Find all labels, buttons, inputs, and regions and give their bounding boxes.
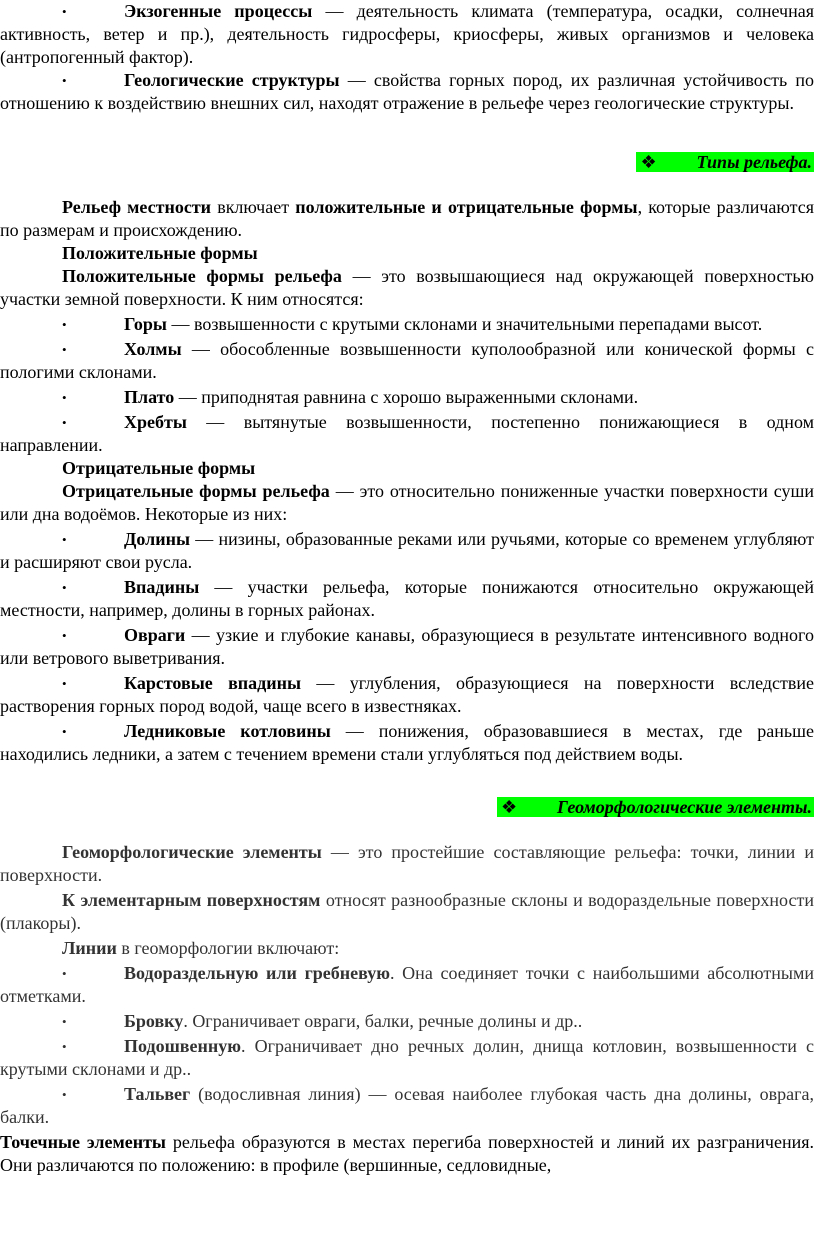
bullet-icon: • bbox=[62, 342, 67, 357]
section-heading bbox=[0, 151, 814, 174]
paragraph bbox=[0, 889, 814, 935]
item-text: . Ограничивает овраги, балки, речные долины и др.. bbox=[183, 1011, 583, 1031]
item-text: — свойства горных пород, их различная устойчивость по отношению к воздействию внешних сил, находят отражение в рельефе через геологические структуры. bbox=[0, 70, 814, 113]
item-text: . Ограничивает дно речных долин, днища котловин, возвышенности с крутыми склонами и др.. bbox=[0, 1036, 814, 1079]
section-title: Типы рельефа. bbox=[696, 152, 812, 172]
term: Карстовые впадины bbox=[124, 673, 302, 693]
item-text: — узкие и глубокие канавы, образующиеся в результате интенсивного водного или ветрового выветривания. bbox=[0, 625, 814, 668]
item-text: — обособленные возвышенности куполообразной или конической формы с пологими склонами. bbox=[0, 339, 814, 382]
item-text: — участки рельефа, которые понижаются относительно окружающей местности, например, долины в горных районах. bbox=[0, 577, 814, 620]
section-title: Геоморфологические элементы. bbox=[557, 797, 812, 817]
term: Геоморфологические элементы bbox=[62, 842, 322, 862]
bullet-icon: • bbox=[62, 390, 67, 405]
list-item bbox=[0, 1010, 814, 1033]
item-text: — понижения, образовавшиеся в местах, где раньше находились ледники, а затем с течением времени стали углубляться под действием воды. bbox=[0, 721, 814, 764]
paragraph bbox=[0, 937, 814, 960]
bullet-icon: • bbox=[62, 532, 67, 547]
text: относят разнообразные склоны и водораздельные поверхности (плакоры). bbox=[0, 890, 814, 933]
term: Рельеф местности bbox=[62, 197, 212, 217]
paragraph bbox=[0, 841, 814, 887]
term: Линии bbox=[62, 938, 117, 958]
term: Водораздельную или гребневую bbox=[124, 963, 390, 983]
item-text: — приподнятая равнина с хорошо выраженными склонами. bbox=[174, 387, 639, 407]
list-item bbox=[0, 1083, 814, 1129]
list-item bbox=[0, 313, 814, 336]
paragraph bbox=[0, 480, 814, 526]
list-item bbox=[0, 624, 814, 670]
term: Ледниковые котловины bbox=[124, 721, 331, 741]
list-item bbox=[0, 69, 814, 115]
list-item bbox=[0, 0, 814, 69]
paragraph bbox=[0, 1131, 814, 1177]
term: Тальвег bbox=[124, 1084, 191, 1104]
term: К элементарным поверхностям bbox=[62, 890, 321, 910]
term: Отрицательные формы рельефа bbox=[62, 481, 330, 501]
text: , которые различаются по размерам и происхождению. bbox=[0, 197, 814, 240]
list-item bbox=[0, 720, 814, 766]
text: — это относительно пониженные участки поверхности суши или дна водоёмов. Некоторые из них: bbox=[0, 481, 814, 524]
term: Экзогенные процессы bbox=[124, 1, 313, 21]
bullet-icon: • bbox=[62, 628, 67, 643]
bullet-icon: • bbox=[62, 4, 67, 19]
item-text: (водосливная линия) — осевая наиболее глубокая часть дна долины, оврага, балки. bbox=[0, 1084, 814, 1127]
term: Плато bbox=[124, 387, 175, 407]
bullet-icon: • bbox=[62, 724, 67, 739]
item-text: — деятельность климата (температура, осадки, солнечная активность, ветер и пр.), деятельность гидросферы, криосферы, живых организмов и человека (антропогенный фактор). bbox=[0, 1, 814, 67]
list-item bbox=[0, 1035, 814, 1081]
text: — это возвышающиеся над окружающей поверхностью участки земной поверхности. К ним относятся: bbox=[0, 266, 814, 309]
term: Впадины bbox=[124, 577, 200, 597]
term: положительные и отрицательные формы bbox=[295, 197, 638, 217]
spacer bbox=[0, 766, 814, 796]
section-body bbox=[0, 841, 814, 1129]
subheading: Отрицательные формы bbox=[62, 458, 256, 478]
bullet-icon: • bbox=[62, 966, 67, 981]
paragraph bbox=[0, 196, 814, 242]
bullet-icon: • bbox=[62, 580, 67, 595]
list-item bbox=[0, 672, 814, 718]
list-item bbox=[0, 576, 814, 622]
spacer bbox=[0, 819, 814, 841]
text: в геоморфологии включают: bbox=[116, 938, 340, 958]
item-text: — вытянутые возвышенности, постепенно понижающиеся в одном направлении. bbox=[0, 412, 814, 455]
term: Холмы bbox=[124, 339, 182, 359]
term: Точечные элементы bbox=[0, 1132, 166, 1152]
diamond-icon: ❖ bbox=[501, 797, 518, 817]
bullet-icon: • bbox=[62, 676, 67, 691]
bullet-icon: • bbox=[62, 415, 67, 430]
list-item bbox=[0, 338, 814, 384]
term: Положительные формы рельефа bbox=[62, 266, 342, 286]
spacer bbox=[0, 115, 814, 151]
term: Долины bbox=[124, 529, 191, 549]
text: — это простейшие составляющие рельефа: точки, линии и поверхности. bbox=[0, 842, 814, 885]
spacer bbox=[0, 174, 814, 196]
text: рельефа образуются в местах перегиба поверхностей и линий их разграничения. Они различаются по положению: в профиле (вершинные, седловидные, bbox=[0, 1132, 814, 1175]
item-text: . Она соединяет точки с наибольшими абсолютными отметками. bbox=[0, 963, 814, 1006]
text: включает bbox=[211, 197, 296, 217]
section-heading bbox=[0, 796, 814, 819]
item-text: — низины, образованные реками или ручьями, которые со временем углубляют и расширяют свои русла. bbox=[0, 529, 814, 572]
term: Хребты bbox=[124, 412, 187, 432]
subheading: Положительные формы bbox=[62, 243, 258, 263]
list-item bbox=[0, 528, 814, 574]
item-text: — углубления, образующиеся на поверхности вследствие растворения горных пород водой, чаще всего в известняках. bbox=[0, 673, 814, 716]
diamond-icon: ❖ bbox=[640, 152, 657, 172]
list-item bbox=[0, 411, 814, 457]
bullet-icon: • bbox=[62, 317, 67, 332]
bullet-icon: • bbox=[62, 1014, 67, 1029]
bullet-icon: • bbox=[62, 1039, 67, 1054]
term: Подошвенную bbox=[124, 1036, 241, 1056]
item-text: — возвышенности с крутыми склонами и значительными перепадами высот. bbox=[166, 314, 763, 334]
term: Овраги bbox=[124, 625, 186, 645]
term: Горы bbox=[124, 314, 167, 334]
bullet-icon: • bbox=[62, 73, 67, 88]
paragraph bbox=[0, 265, 814, 311]
term: Бровку bbox=[124, 1011, 184, 1031]
bullet-icon: • bbox=[62, 1087, 67, 1102]
list-item bbox=[0, 962, 814, 1008]
term: Геологические структуры bbox=[124, 70, 340, 90]
list-item bbox=[0, 386, 814, 409]
